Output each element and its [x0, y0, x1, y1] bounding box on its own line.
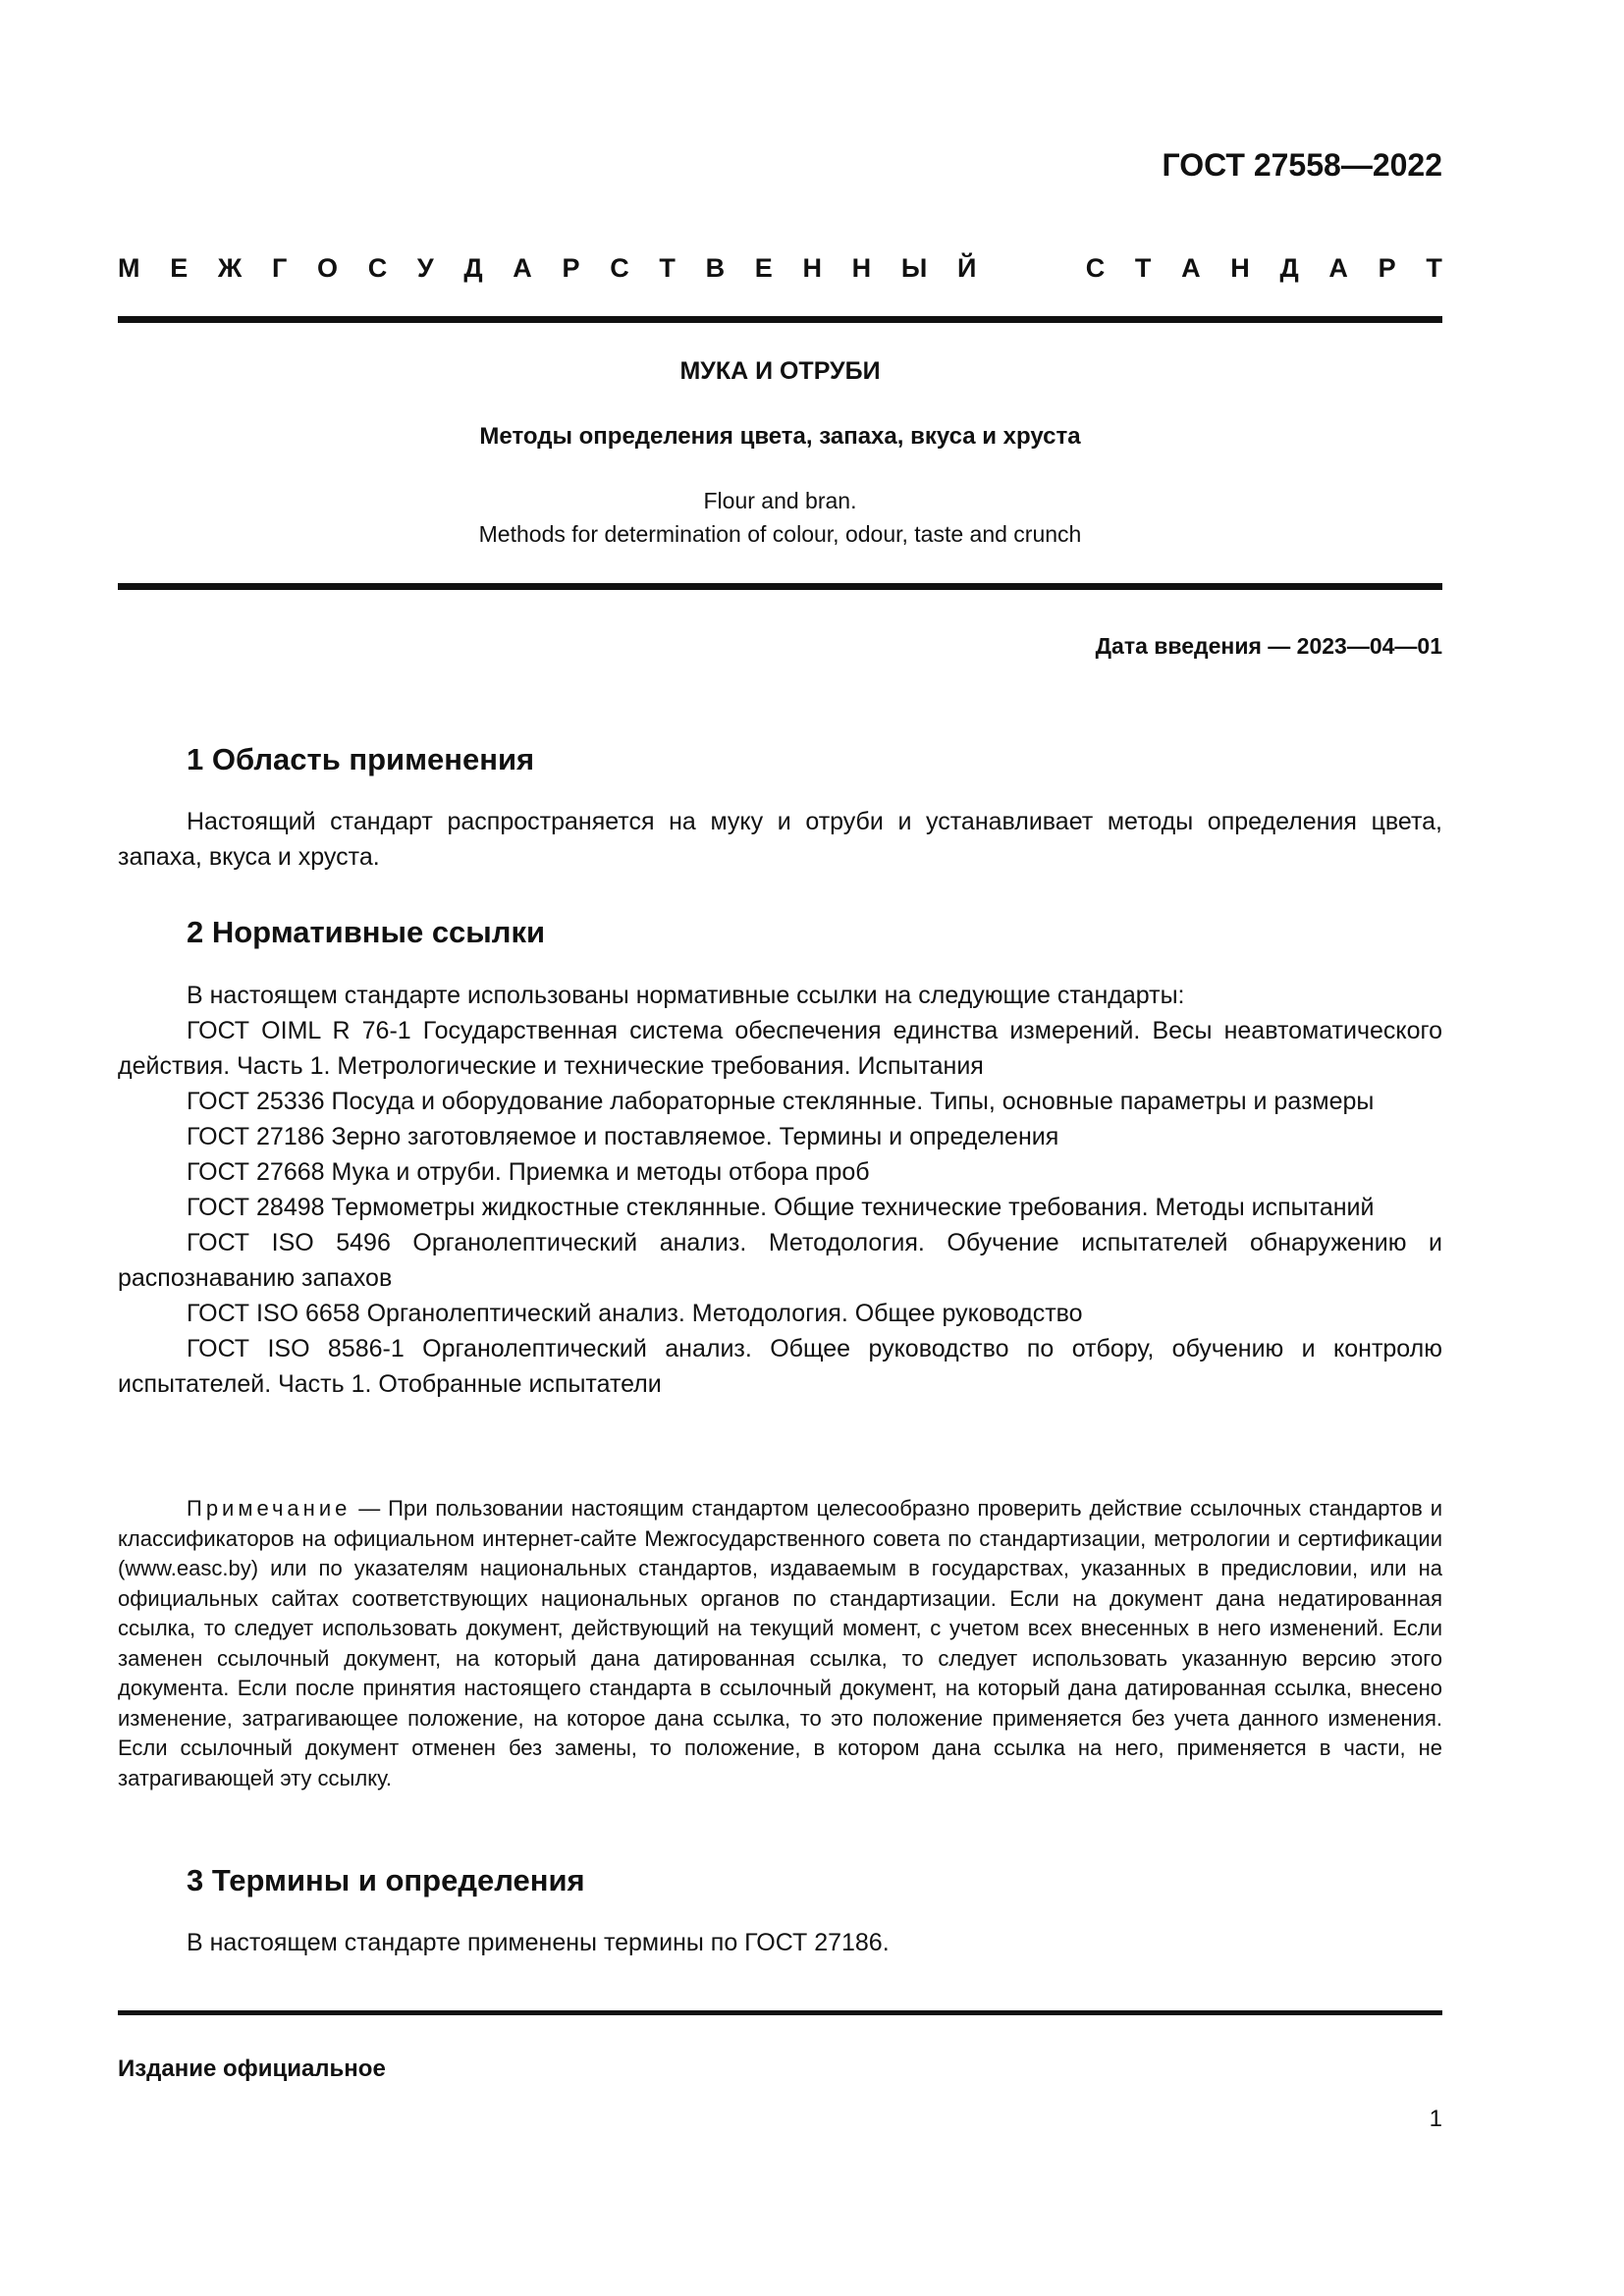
- reference-item: ГОСТ 27668 Мука и отруби. Приемка и методы отбора проб: [187, 1158, 870, 1186]
- reference-item: ГОСТ OIML R 76-1 Государственная система обеспечения единства измерений. Весы неавтоматического действия. Часть 1. Метрологические и технические требования. Испытания: [118, 1017, 1442, 1080]
- page-number: 1: [1429, 2106, 1442, 2132]
- document-number: ГОСТ 27558—2022: [1162, 147, 1442, 183]
- standard-type-letter: М: [118, 253, 140, 283]
- standard-type-letter: А: [1181, 253, 1201, 283]
- section-3-heading: 3 Термины и определения: [187, 1863, 585, 1897]
- document-subtitle: Методы определения цвета, запаха, вкуса и хруста: [479, 423, 1081, 450]
- standard-type-letter: Й: [956, 253, 977, 283]
- note-text: — При пользовании настоящим стандартом целесообразно проверить действие ссылочных стандартов и классификаторов на официальном интернет-сайте Межгосударственного совета по стандартизации, метрологии и сертификации (www.easc.by) или по указателям национальных стандартов, издаваемым в государствах, указанных в предисловии, или на официальных сайтах соответствующих национальных органов по стандартизации. Если на документ дана недатированная ссылка, то следует использовать документ, действующий на текущий момент, с учетом всех внесенных в него изменений. Если заменен ссылочный документ, на который дана датированная ссылка, то следует использовать указанную версию этого документа. Если после принятия настоящего стандарта в ссылочный документ, на который дана датированная ссылка, внесено изменение, затрагивающее положение, на которое дана ссылка, то это положение применяется без учета данного изменения. Если ссылочный документ отменен без замены, то положение, в котором дана ссылка на него, применяется в части, не затрагивающей эту ссылку.: [118, 1496, 1442, 1790]
- standard-type-letter: О: [316, 253, 338, 283]
- standard-type-heading: [118, 253, 1442, 284]
- standard-type-letter: Р: [1378, 253, 1396, 283]
- standard-type-letter: У: [416, 253, 434, 283]
- section-2-heading: 2 Нормативные ссылки: [187, 915, 546, 949]
- standard-type-letter: В: [705, 253, 726, 283]
- official-edition-label: Издание официальное: [118, 2056, 386, 2082]
- standard-type-letter: А: [1328, 253, 1348, 283]
- standard-type-letter: Р: [562, 253, 580, 283]
- standard-type-letter: С: [610, 253, 629, 283]
- standard-type-letter: С: [1085, 253, 1106, 283]
- standard-type-letter: Д: [463, 253, 483, 283]
- english-title-line-1: Flour and bran.: [703, 488, 857, 513]
- normative-references-list: [118, 1013, 1442, 1402]
- standard-type-letter: Д: [1279, 253, 1299, 283]
- standard-type-letter: А: [513, 253, 532, 283]
- section-1-text: Настоящий стандарт распространяется на муку и отруби и устанавливает методы определения цвета, запаха, вкуса и хруста.: [118, 808, 1442, 871]
- standard-type-letter: Е: [170, 253, 189, 283]
- section-1-heading: 1 Область применения: [187, 742, 535, 776]
- note-label: Примечание: [187, 1496, 352, 1521]
- section-3-text: В настоящем стандарте применены термины по ГОСТ 27186.: [187, 1929, 890, 1956]
- reference-item: ГОСТ 27186 Зерно заготовляемое и поставляемое. Термины и определения: [187, 1123, 1059, 1150]
- bottom-rule: [118, 2010, 1442, 2015]
- english-title-line-2: Methods for determination of colour, odour, taste and crunch: [478, 521, 1082, 547]
- document-title: МУКА И ОТРУБИ: [679, 357, 881, 385]
- standard-type-letter: Ы: [900, 253, 928, 283]
- section-2-intro: В настоящем стандарте использованы нормативные ссылки на следующие стандарты:: [187, 982, 1185, 1009]
- english-title: [118, 484, 1442, 551]
- introduction-date: Дата введения — 2023—04—01: [1095, 633, 1442, 659]
- standard-type-letter: Н: [802, 253, 822, 283]
- standard-type-letter: С: [367, 253, 388, 283]
- reference-item: ГОСТ 25336 Посуда и оборудование лабораторные стеклянные. Типы, основные параметры и размеры: [187, 1088, 1375, 1115]
- standard-type-letter: Т: [1426, 253, 1442, 283]
- reference-item: ГОСТ ISO 5496 Органолептический анализ. Методология. Обучение испытателей обнаружению и распознаванию запахов: [118, 1229, 1442, 1292]
- standard-type-letter: Е: [754, 253, 773, 283]
- top-rule: [118, 316, 1442, 323]
- standard-type-letter: Н: [851, 253, 872, 283]
- standard-type-letter: Н: [1230, 253, 1250, 283]
- standard-type-letter: Т: [1134, 253, 1152, 283]
- title-rule: [118, 583, 1442, 590]
- standard-type-letter: Т: [659, 253, 676, 283]
- reference-item: ГОСТ ISO 8586-1 Органолептический анализ. Общее руководство по отбору, обучению и контролю испытателей. Часть 1. Отобранные испытатели: [118, 1335, 1442, 1398]
- references-note: [118, 1494, 1442, 1793]
- standard-type-letter: Г: [271, 253, 288, 283]
- standard-type-letter: Ж: [217, 253, 243, 283]
- reference-item: ГОСТ 28498 Термометры жидкостные стеклянные. Общие технические требования. Методы испытаний: [187, 1194, 1375, 1221]
- reference-item: ГОСТ ISO 6658 Органолептический анализ. Методология. Общее руководство: [187, 1300, 1083, 1327]
